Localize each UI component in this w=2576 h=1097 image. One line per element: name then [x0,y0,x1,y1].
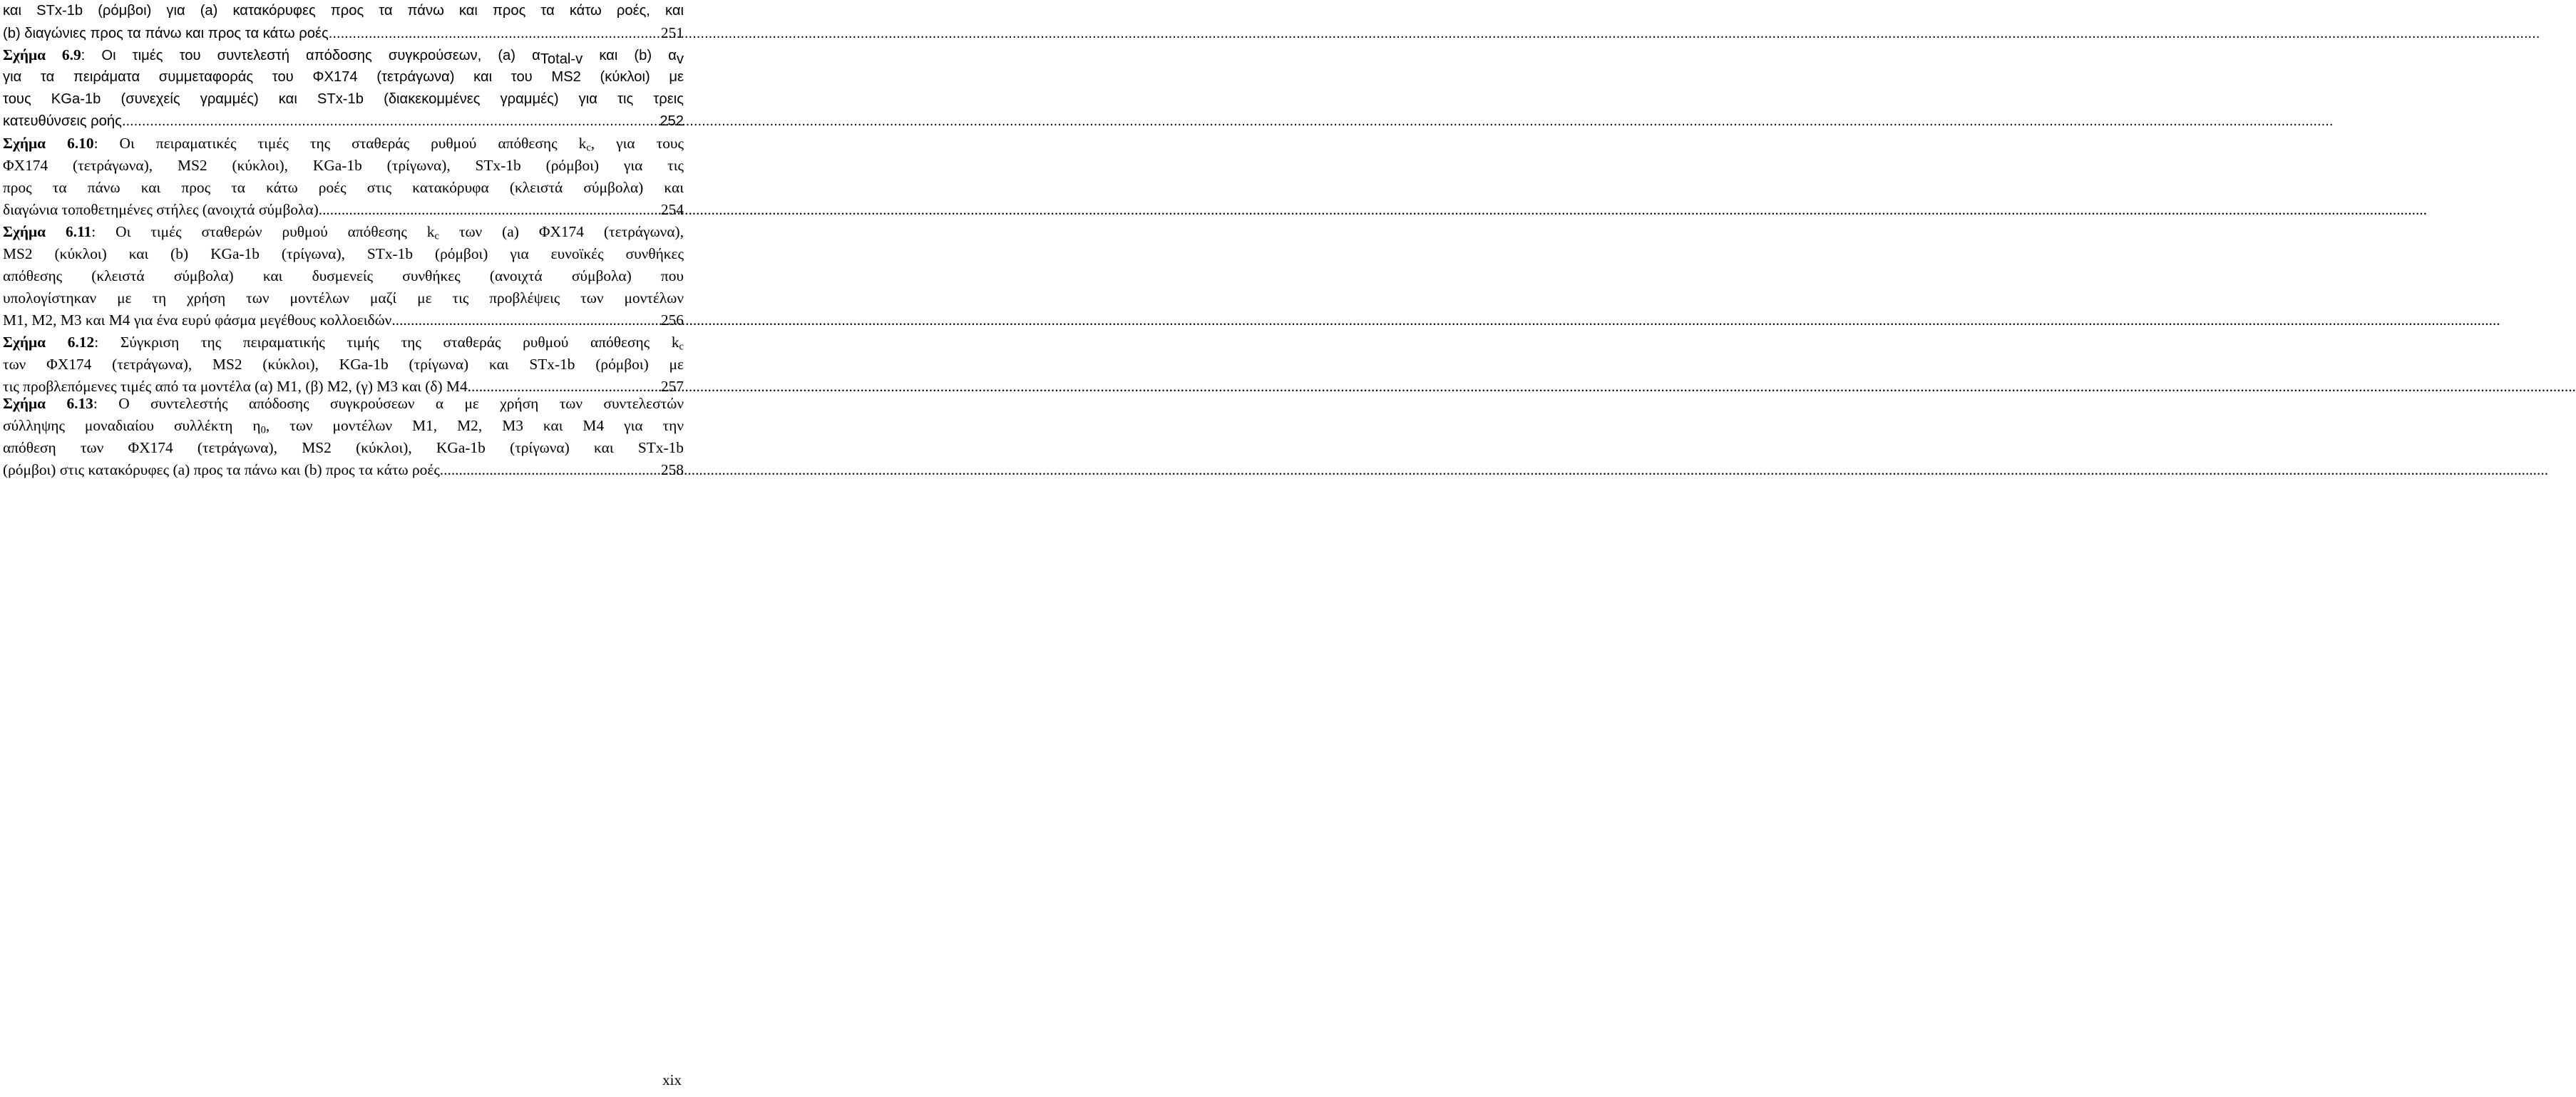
entry-text: σύλληψης μοναδιαίου συλλέκτη η [3,417,261,434]
entry-text: των (a) ΦΧ174 (τετράγωνα), [438,223,684,240]
entry-text: : Οι πειραματικές τιμές της σταθεράς ρυθμού απόθεσης k [93,135,587,152]
figure-label: Σχήμα 6.10 [3,135,94,152]
subscript: Total-v [540,51,583,68]
figure-label: Σχήμα 6.13 [3,395,93,412]
entry-text: : Οι τιμές σταθερών ρυθμού απόθεσης k [91,223,435,240]
figure-label: Σχήμα 6.11 [3,223,92,240]
subscript: v [676,51,684,68]
subscript: 0 [260,424,266,436]
page-number[interactable]: 256 [660,311,684,329]
entry-first-line [3,133,684,155]
entry-line: για τα πειράματα συμμεταφοράς του ΦΧ174 (τετράγωνα) και του MS2 (κύκλοι) με [3,69,684,85]
entry-line: MS2 (κύκλοι) και (b) KGa-1b (τρίγωνα), STx-1b (ρόμβοι) για ευνοϊκές συνθήκες [3,245,684,262]
entry-text: : Σύγκριση της πειραματικής τιμής της σταθεράς ρυθμού απόθεσης k [94,334,679,351]
entry-line: απόθεση των ΦΧ174 (τετράγωνα), MS2 (κύκλοι), KGa-1b (τρίγωνα) και STx-1b [3,439,684,456]
subscript: c [679,341,684,353]
entry-first-line [3,221,684,243]
entry-text: (ρόμβοι) στις κατακόρυφες (a) προς τα πάνω και (b) προς τα κάτω ροές. [3,461,444,478]
entry-last-line [3,199,684,221]
entry-text: , των μοντέλων M1, M2, M3 και M4 για την [265,417,684,434]
dot-leader [332,23,660,45]
entry-line: των ΦΧ174 (τετράγωνα), MS2 (κύκλοι), KGa-1b (τρίγωνα) και STx-1b (ρόμβοι) με [3,356,684,373]
entry-last-line [3,22,684,44]
subscript: c [586,142,591,154]
entry-text: (b) διαγώνιες προς τα πάνω και προς τα κάτω ροές. [3,26,333,41]
entry-line: απόθεσης (κλειστά σύμβολα) και δυσμενείς συνθήκες (ανοιχτά σύμβολα) που [3,267,684,284]
entry-line: και STx-1b (ρόμβοι) για (a) κατακόρυφες προς τα πάνω και προς τα κάτω ροές, και [3,3,684,19]
entry-text: M1, M2, M3 και M4 για ένα ευρύ φάσμα μεγέθους κολλοειδών. [3,311,396,329]
page-number[interactable]: 251 [660,24,684,41]
page-number[interactable]: 258 [660,461,684,478]
entry-text: : Οι τιμές του συντελεστή απόδοσης συγκρούσεων, (a) α [81,48,540,63]
entry-line: ΦΧ174 (τετράγωνα), MS2 (κύκλοι), KGa-1b (τρίγωνα), STx-1b (ρόμβοι) για τις [3,157,684,174]
table-of-figures-page [0,0,684,1097]
page-folio: xix [662,1071,682,1088]
entry-last-line [3,110,684,133]
entry-last-line [3,309,684,331]
subscript: c [434,230,439,242]
dot-leader [396,309,660,331]
entry-text: κατευθύνσεις ροής. [3,113,126,129]
dot-leader [125,110,658,133]
figure-label: Σχήμα 6.9 [3,46,81,63]
entry-text: , για τους [590,135,684,152]
entry-line [3,415,684,437]
page-number[interactable]: 252 [660,113,684,129]
entry-first-line [3,331,684,354]
entry-text: : Ο συντελεστής απόδοσης συγκρούσεων α με χρήση των συντελεστών [93,395,684,412]
entry-last-line [3,459,684,481]
page-number[interactable]: 257 [660,378,684,395]
entry-text: διαγώνια τοποθετημένες στήλες (ανοιχτά σύμβολα). [3,201,323,218]
page-number[interactable]: 254 [660,201,684,218]
entry-first-line [3,44,684,66]
entry-text: τις προβλεπόμενες τιμές από τα μοντέλα (α) M1, (β) M2, (γ) M3 και (δ) M4. [3,378,471,395]
entry-line: προς τα πάνω και προς τα κάτω ροές στις κατακόρυφα (κλειστά σύμβολα) και [3,179,684,196]
entry-text: και (b) α [583,48,677,63]
figure-label: Σχήμα 6.12 [3,334,95,351]
entry-first-line [3,393,684,415]
dot-leader [322,199,660,221]
dot-leader [443,459,660,481]
entry-line: υπολογίστηκαν με τη χρήση των μοντέλων μαζί με τις προβλέψεις των μοντέλων [3,289,684,307]
entry-line: τους KGa-1b (συνεχείς γραμμές) και STx-1b (διακεκομμένες γραμμές) για τις τρεις [3,91,684,107]
